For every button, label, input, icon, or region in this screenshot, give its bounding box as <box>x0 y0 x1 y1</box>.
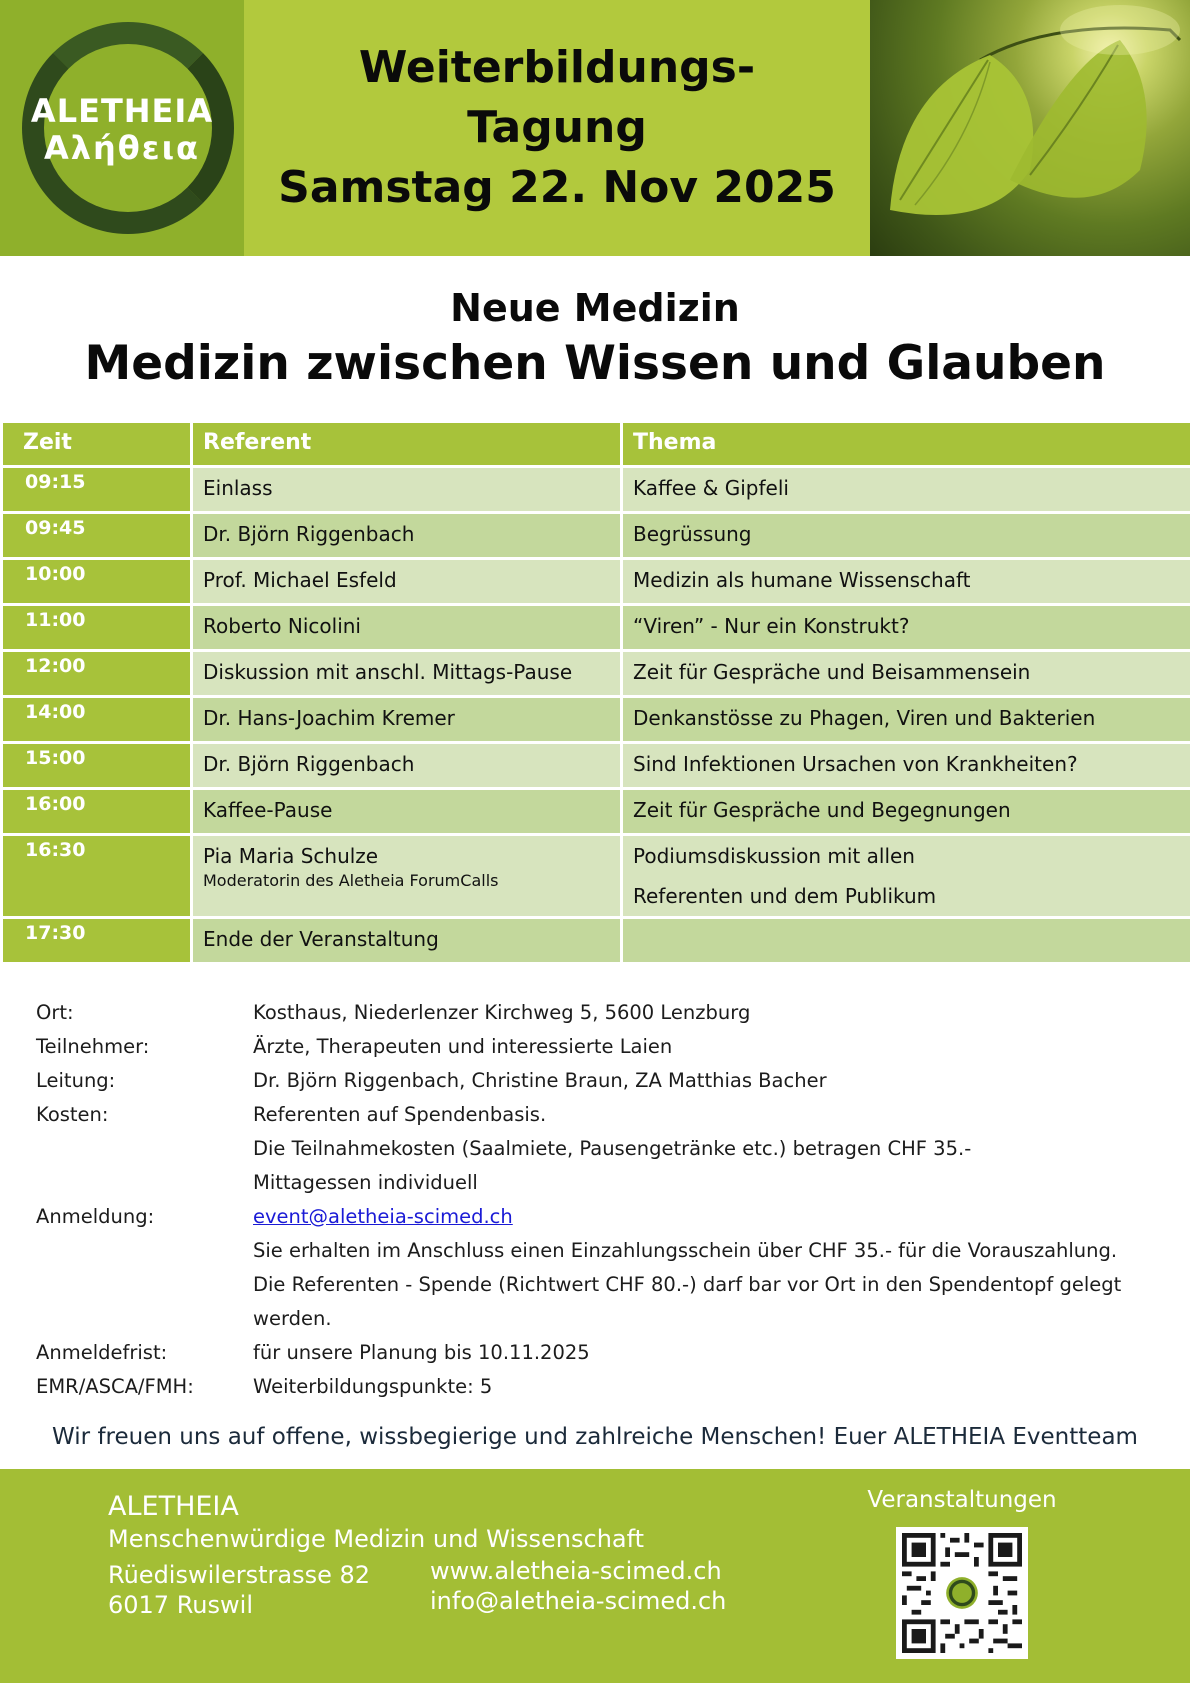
row-topic: Kaffee & Gipfeli <box>622 467 1190 513</box>
row-speaker: Ende der Veranstaltung <box>192 918 622 964</box>
info-value: Kosthaus, Niederlenzer Kirchweg 5, 5600 Lenzburg <box>253 1001 751 1024</box>
info-value: Weiterbildungspunkte: 5 <box>253 1375 493 1398</box>
info-row-costs-3 <box>36 1166 1156 1200</box>
row-topic-line-2: Referenten und dem Publikum <box>633 884 937 908</box>
table-row <box>2 789 1190 835</box>
footer <box>0 1469 1190 1683</box>
info-value: Mittagessen individuell <box>253 1171 478 1194</box>
info-row-registration <box>36 1200 1156 1234</box>
footer-events-label: Veranstaltungen <box>867 1487 1057 1513</box>
info-label: Leitung: <box>36 1069 116 1092</box>
row-time: 16:30 <box>2 835 192 918</box>
row-speaker-cell <box>192 835 622 918</box>
qr-code[interactable] <box>896 1527 1028 1659</box>
info-row-deadline <box>36 1336 1156 1370</box>
table-row <box>2 697 1190 743</box>
header <box>0 0 1190 256</box>
info-label: Anmeldung: <box>36 1205 155 1228</box>
footer-street: Rüediswilerstrasse 82 <box>108 1561 371 1589</box>
logo-text-greek: Αλήθεια <box>43 129 201 167</box>
info-value: Die Teilnahmekosten (Saalmiete, Pausengetränke etc.) betragen CHF 35.- <box>253 1137 972 1160</box>
logo-text-latin: ALETHEIA <box>30 92 214 130</box>
row-time: 09:15 <box>2 467 192 513</box>
main-title: Medizin zwischen Wissen und Glauben <box>84 336 1106 391</box>
event-info <box>36 996 1156 1404</box>
info-value: für unsere Planung bis 10.11.2025 <box>253 1341 590 1364</box>
info-label: EMR/ASCA/FMH: <box>36 1375 194 1398</box>
info-value: Dr. Björn Riggenbach, Christine Braun, ZA Matthias Bacher <box>253 1069 827 1092</box>
row-topic: Zeit für Gespräche und Beisammensein <box>622 651 1190 697</box>
footer-tagline: Menschenwürdige Medizin und Wissenschaft <box>108 1525 645 1553</box>
info-row-registration-4 <box>36 1302 1156 1336</box>
table-row <box>2 835 1190 918</box>
info-value: Ärzte, Therapeuten und interessierte Laien <box>253 1035 673 1058</box>
subtitle: Neue Medizin <box>450 286 740 330</box>
info-label: Anmeldefrist: <box>36 1341 168 1364</box>
info-row-location <box>36 996 1156 1030</box>
info-row-credits <box>36 1370 1156 1404</box>
row-speaker: Kaffee-Pause <box>192 789 622 835</box>
row-time: 12:00 <box>2 651 192 697</box>
row-topic: Sind Infektionen Ursachen von Krankheiten? <box>622 743 1190 789</box>
info-value: Die Referenten - Spende (Richtwert CHF 80.-) darf bar vor Ort in den Spendentopf gelegt <box>253 1273 1122 1296</box>
row-time: 10:00 <box>2 559 192 605</box>
table-row <box>2 651 1190 697</box>
row-topic: “Viren” - Nur ein Konstrukt? <box>622 605 1190 651</box>
table-row <box>2 559 1190 605</box>
row-speaker-role: Moderatorin des Aletheia ForumCalls <box>203 871 499 890</box>
header-topic: Thema <box>622 422 1190 467</box>
row-speaker: Prof. Michael Esfeld <box>192 559 622 605</box>
qr-code-icon <box>902 1533 1022 1653</box>
row-time: 15:00 <box>2 743 192 789</box>
registration-email-link[interactable]: event@aletheia-scimed.ch <box>253 1205 513 1228</box>
row-topic: Medizin als humane Wissenschaft <box>622 559 1190 605</box>
info-label: Kosten: <box>36 1103 109 1126</box>
footer-website-link[interactable]: www.aletheia-scimed.ch <box>430 1557 722 1585</box>
row-topic: Zeit für Gespräche und Begegnungen <box>622 789 1190 835</box>
info-row-costs-2 <box>36 1132 1156 1166</box>
row-speaker: Dr. Björn Riggenbach <box>192 513 622 559</box>
table-row <box>2 743 1190 789</box>
row-time: 17:30 <box>2 918 192 964</box>
event-title-block <box>244 0 870 256</box>
table-row <box>2 918 1190 964</box>
row-topic: Begrüssung <box>622 513 1190 559</box>
row-topic <box>622 918 1190 964</box>
row-speaker: Diskussion mit anschl. Mittags-Pause <box>192 651 622 697</box>
footer-email-link[interactable]: info@aletheia-scimed.ch <box>430 1587 727 1615</box>
ginkgo-leaf-icon <box>870 0 1190 256</box>
info-row-costs <box>36 1098 1156 1132</box>
info-row-registration-2 <box>36 1234 1156 1268</box>
row-speaker: Dr. Hans-Joachim Kremer <box>192 697 622 743</box>
closing-message: Wir freuen uns auf offene, wissbegierige und zahlreiche Menschen! Euer ALETHEIA Eventteam <box>52 1424 1138 1450</box>
header-time: Zeit <box>2 422 192 467</box>
info-row-lead <box>36 1064 1156 1098</box>
row-time: 14:00 <box>2 697 192 743</box>
event-title-line-2: Tagung <box>467 102 647 153</box>
row-speaker: Einlass <box>192 467 622 513</box>
row-speaker: Dr. Björn Riggenbach <box>192 743 622 789</box>
event-date: Samstag 22. Nov 2025 <box>278 162 836 213</box>
footer-city: 6017 Ruswil <box>108 1591 253 1619</box>
info-value: Sie erhalten im Anschluss einen Einzahlungsschein über CHF 35.- für die Vorauszahlung. <box>253 1239 1118 1262</box>
info-label: Teilnehmer: <box>36 1035 150 1058</box>
footer-org-name: ALETHEIA <box>108 1491 239 1522</box>
header-speaker: Referent <box>192 422 622 467</box>
info-label: Ort: <box>36 1001 74 1024</box>
event-title-line-1: Weiterbildungs- <box>358 42 756 93</box>
table-row <box>2 467 1190 513</box>
row-topic: Denkanstösse zu Phagen, Viren und Bakterien <box>622 697 1190 743</box>
row-time: 09:45 <box>2 513 192 559</box>
row-topic: Podiumsdiskussion mit allen <box>633 844 915 868</box>
info-value: Referenten auf Spendenbasis. <box>253 1103 547 1126</box>
schedule-header-row <box>2 422 1190 467</box>
info-value: werden. <box>253 1307 332 1330</box>
row-topic-cell <box>622 835 1190 918</box>
aletheia-logo <box>0 0 244 256</box>
info-row-registration-3 <box>36 1268 1156 1302</box>
row-speaker: Pia Maria Schulze <box>203 844 379 868</box>
ginkgo-leaf-photo <box>870 0 1190 256</box>
row-time: 16:00 <box>2 789 192 835</box>
row-speaker: Roberto Nicolini <box>192 605 622 651</box>
table-row <box>2 513 1190 559</box>
schedule-table <box>0 420 1190 965</box>
row-time: 11:00 <box>2 605 192 651</box>
table-row <box>2 605 1190 651</box>
info-row-participants <box>36 1030 1156 1064</box>
